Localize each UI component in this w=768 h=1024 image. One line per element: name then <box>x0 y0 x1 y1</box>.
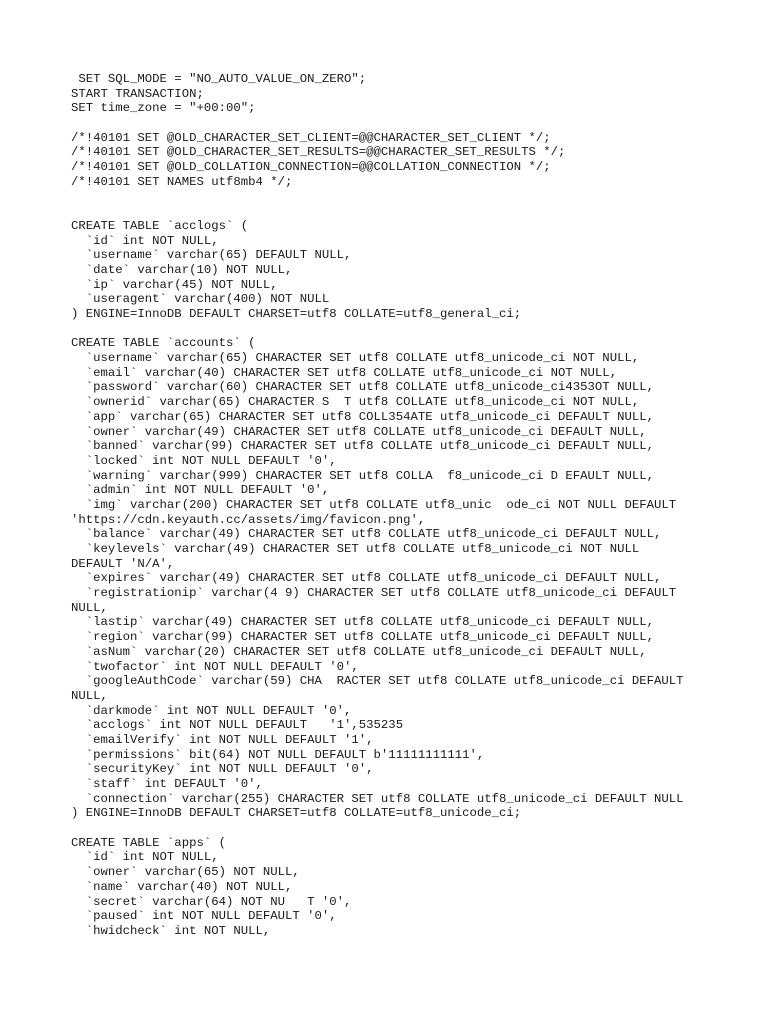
code-line: `name` varchar(40) NOT NULL, <box>71 879 293 894</box>
code-line: `permissions` bit(64) NOT NULL DEFAULT b'11111111111', <box>71 747 485 762</box>
code-line: `date` varchar(10) NOT NULL, <box>71 262 293 277</box>
code-line: START TRANSACTION; <box>71 86 204 101</box>
code-line <box>71 322 751 337</box>
code-line: /*!40101 SET @OLD_CHARACTER_SET_CLIENT=@@CHARACTER_SET_CLIENT */; <box>71 130 551 145</box>
code-line: ) ENGINE=InnoDB DEFAULT CHARSET=utf8 COLLATE=utf8_general_ci; <box>71 307 522 321</box>
code-line <box>71 190 751 205</box>
code-line: `hwidcheck` int NOT NULL, <box>71 923 271 938</box>
code-line: `username` varchar(65) DEFAULT NULL, <box>71 248 352 263</box>
code-line: `darkmode` int NOT NULL DEFAULT '0', <box>71 703 352 718</box>
code-line: `paused` int NOT NULL DEFAULT '0', <box>71 909 337 924</box>
code-line: `region` varchar(99) CHARACTER SET utf8 COLLATE utf8_unicode_ci DEFAULT NULL, <box>71 630 654 645</box>
code-line: NULL, <box>71 688 108 703</box>
code-line: `registrationip` varchar(4 9) CHARACTER SET utf8 COLLATE utf8_unicode_ci DEFAULT <box>71 586 677 601</box>
code-line: `asNum` varchar(20) CHARACTER SET utf8 COLLATE utf8_unicode_ci DEFAULT NULL, <box>71 644 647 659</box>
code-line: /*!40101 SET @OLD_CHARACTER_SET_RESULTS=@@CHARACTER_SET_RESULTS */; <box>71 145 566 160</box>
code-line: /*!40101 SET NAMES utf8mb4 */; <box>71 174 293 189</box>
code-line: 'https://cdn.keyauth.cc/assets/img/favicon.png', <box>71 512 426 527</box>
code-line: `admin` int NOT NULL DEFAULT '0', <box>71 483 330 498</box>
code-line: DEFAULT 'N/A', <box>71 556 175 571</box>
code-line: CREATE TABLE `acclogs` ( <box>71 218 249 233</box>
code-line: `owner` varchar(65) NOT NULL, <box>71 865 300 880</box>
code-line: SET SQL_MODE = "NO_AUTO_VALUE_ON_ZERO"; <box>71 72 367 86</box>
code-line <box>71 204 751 219</box>
code-line <box>71 116 751 131</box>
code-line: `ownerid` varchar(65) CHARACTER S T utf8 COLLATE utf8_unicode_ci NOT NULL, <box>71 395 640 410</box>
code-line: `img` varchar(200) CHARACTER SET utf8 COLLATE utf8_unic ode_ci NOT NULL DEFAULT <box>71 497 677 512</box>
code-line: `twofactor` int NOT NULL DEFAULT '0', <box>71 659 359 674</box>
code-line: `acclogs` int NOT NULL DEFAULT '1',535235 <box>71 718 404 733</box>
code-line: `id` int NOT NULL, <box>71 233 219 248</box>
code-line: `useragent` varchar(400) NOT NULL <box>71 292 330 307</box>
code-line: `ip` varchar(45) NOT NULL, <box>71 277 278 292</box>
sql-dump-text <box>71 72 751 939</box>
code-line: `app` varchar(65) CHARACTER SET utf8 COLL354ATE utf8_unicode_ci DEFAULT NULL, <box>71 409 654 424</box>
code-line: `id` int NOT NULL, <box>71 850 219 865</box>
code-line: `expires` varchar(49) CHARACTER SET utf8 COLLATE utf8_unicode_ci DEFAULT NULL, <box>71 571 662 586</box>
code-line <box>71 821 751 836</box>
code-line: `owner` varchar(49) CHARACTER SET utf8 COLLATE utf8_unicode_ci DEFAULT NULL, <box>71 424 647 439</box>
code-line: `googleAuthCode` varchar(59) CHA RACTER SET utf8 COLLATE utf8_unicode_ci DEFAULT <box>71 674 684 689</box>
code-line: `secret` varchar(64) NOT NU T '0', <box>71 894 352 909</box>
code-line: `staff` int DEFAULT '0', <box>71 777 263 791</box>
code-line: `password` varchar(60) CHARACTER SET utf8 COLLATE utf8_unicode_ci4353OT NULL, <box>71 380 654 395</box>
code-line: `lastip` varchar(49) CHARACTER SET utf8 COLLATE utf8_unicode_ci DEFAULT NULL, <box>71 615 654 630</box>
code-line: `locked` int NOT NULL DEFAULT '0', <box>71 453 337 468</box>
code-line: `username` varchar(65) CHARACTER SET utf8 COLLATE utf8_unicode_ci NOT NULL, <box>71 351 640 366</box>
code-line: `warning` varchar(999) CHARACTER SET utf8 COLLA f8_unicode_ci D EFAULT NULL, <box>71 468 654 483</box>
code-line: SET time_zone = "+00:00"; <box>71 101 256 116</box>
code-line: `emailVerify` int NOT NULL DEFAULT '1', <box>71 732 374 747</box>
code-line: ) ENGINE=InnoDB DEFAULT CHARSET=utf8 COLLATE=utf8_unicode_ci; <box>71 806 522 821</box>
code-line: `balance` varchar(49) CHARACTER SET utf8 COLLATE utf8_unicode_ci DEFAULT NULL, <box>71 527 662 542</box>
code-line: /*!40101 SET @OLD_COLLATION_CONNECTION=@@COLLATION_CONNECTION */; <box>71 160 551 175</box>
code-line: `connection` varchar(255) CHARACTER SET utf8 COLLATE utf8_unicode_ci DEFAULT NULL <box>71 791 684 806</box>
code-line: NULL, <box>71 600 108 615</box>
code-line: `securityKey` int NOT NULL DEFAULT '0', <box>71 762 374 777</box>
code-line: CREATE TABLE `apps` ( <box>71 835 226 850</box>
code-line: `email` varchar(40) CHARACTER SET utf8 COLLATE utf8_unicode_ci NOT NULL, <box>71 365 618 380</box>
code-line: `keylevels` varchar(49) CHARACTER SET utf8 COLLATE utf8_unicode_ci NOT NULL <box>71 542 640 556</box>
code-line: `banned` varchar(99) CHARACTER SET utf8 COLLATE utf8_unicode_ci DEFAULT NULL, <box>71 439 654 454</box>
code-line: CREATE TABLE `accounts` ( <box>71 336 256 351</box>
